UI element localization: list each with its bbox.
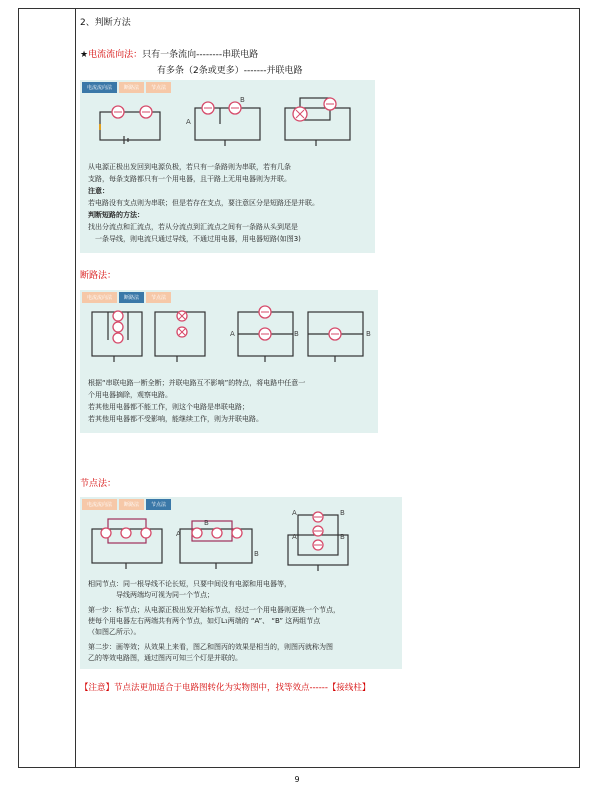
open-circuit-panel [80,290,378,433]
node-method-note: 【注意】节点法更加适合于电路图转化为实物图中，找等效点------【接线柱】 [80,683,371,693]
tab-open-circuit[interactable]: 断路法 [119,292,144,303]
node-method-diagrams [80,511,402,581]
tab-open-circuit[interactable]: 断路法 [119,82,144,93]
tab-node[interactable]: 节点法 [146,82,171,93]
node-text-4: 使每个用电器左右两端共有两个节点，如灯L₁两端的 “A”、 “B” 这两组节点 [88,617,321,625]
node-label-b: B [240,96,245,104]
node-label-a: A [186,118,191,126]
node-text-7: 乙的等效电路图，通过图丙可知三个灯是并联的。 [88,654,242,662]
panel1-text-5: 一条导线，则电流只通过导线，不通过用电器，用电器短路(如图3) [95,235,301,243]
node-label-b-2: B [366,330,371,338]
current-method-line1 [80,47,258,60]
circuit-open-1 [92,311,142,362]
current-method-panel [80,80,375,253]
panel1-text-1: 从电源正极出发回到电源负极，若只有一条路则为串联，若有几条 [88,163,291,171]
node-label-a: A [176,530,181,538]
open-circuit-text-1: 根据“串联电路一断全断；并联电路互不影响”的特点，将电路中任意一 [88,379,306,387]
open-circuit-text-3: 若其他用电器都不能工作，则这个电路是串联电路； [88,403,249,411]
panel1-short-heading: 判断短路的方法： [88,211,144,219]
node-label-b-3: B [340,509,345,517]
tab-node[interactable]: 节点法 [146,292,171,303]
circuit-series [100,106,160,144]
current-method-rule2: 有多条（2条或更多）-------并联电路 [157,66,303,76]
node-label-a-3: A [292,533,297,541]
node-label-b-4: B [340,533,345,541]
node-label-a: A [230,330,235,338]
node-text-1: 相同节点：同一根导线不论长短，只要中间没有电源和用电器等， [88,580,291,588]
circuit-node-bing [288,509,348,571]
circuit-node-jia [92,519,162,569]
section-heading: 2、判断方法 [80,18,131,28]
circuit-open-2 [155,311,205,362]
tab-open-circuit[interactable]: 断路法 [119,499,144,510]
panel-tabs [82,499,171,510]
current-method-rule1: 只有一条流向--------串联电路 [142,50,259,60]
circuit-short [285,98,350,146]
page-number: 9 [294,775,300,784]
node-method-panel [80,497,402,669]
open-circuit-text-2: 个用电器摘除，观察电路。 [88,391,172,399]
tab-current-method[interactable]: 电流流向法 [82,499,117,510]
tab-current-method[interactable]: 电流流向法 [82,292,117,303]
tab-node[interactable]: 节点法 [146,499,171,510]
open-circuit-title: 断路法： [80,271,117,281]
circuit-node-yi [176,519,259,569]
circuit-open-3 [230,306,299,362]
star-icon: ★ [80,50,89,60]
panel-tabs [82,82,171,93]
panel1-text-4: 找出分流点和汇流点，若从分流点到汇流点之间有一条路从头到尾是 [88,223,298,231]
column-divider [75,9,76,767]
node-label-a-2: A [292,509,297,517]
open-circuit-text-4: 若其他用电器都不受影响，能继续工作，则为并联电路。 [88,415,263,423]
node-method-title: 节点法： [80,479,117,489]
panel1-text-2: 支路，每条支路都只有一个用电器，且干路上无用电器则为并联。 [88,175,291,183]
node-label-b: B [294,330,299,338]
node-text-5: （如图乙所示）。 [88,628,141,636]
open-circuit-diagrams [80,304,378,370]
node-text-2: 导线两端均可视为同一个节点； [116,591,214,599]
panel1-note-heading: 注意： [88,187,109,195]
panel-tabs [82,292,171,303]
panel1-text-3: 若电路没有支点则为串联；但是若存在支点，要注意区分是短路还是并联。 [88,199,319,207]
circuit-open-4 [308,312,371,362]
tab-current-method[interactable]: 电流流向法 [82,82,117,93]
node-label-b-2: B [254,550,259,558]
current-method-title: 电流流向法： [88,50,143,60]
node-label-b: B [204,519,209,527]
circuit-mixed [186,96,260,146]
node-text-3: 第一步：标节点；从电源正极出发开始标节点，经过一个用电器则更换一个节点， [88,606,340,614]
node-text-6: 第二步：画等效；从效果上来看，图乙和图丙的效果是相当的，则图丙就称为图 [88,643,333,651]
current-method-diagrams [80,94,375,154]
